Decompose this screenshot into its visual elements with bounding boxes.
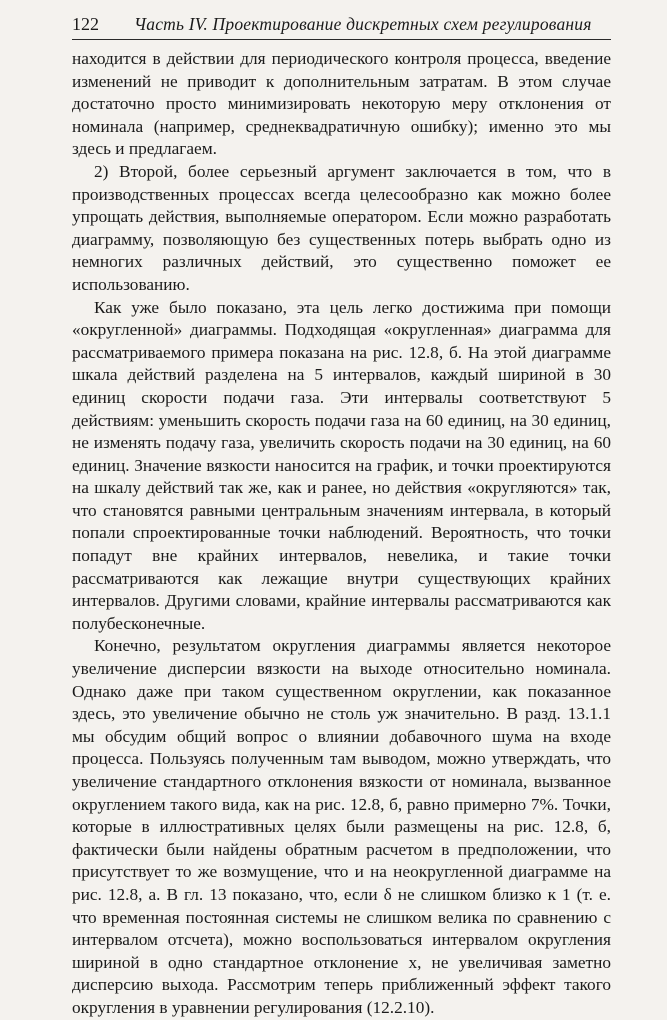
paragraph-rounded-chart: Как уже было показано, эта цель легко достижима при помощи «округленной» диаграммы. Подходящая «округленная» диаграмма для рассматриваемого примера показана на рис. 12.8, б. На этой диаграмме шкала действий разделена на 5 интервалов, каждый шириной в 30 единиц скорости подачи газа. Эти интервалы соответствуют 5 действиям: уменьшить скорость подачи газа на 60 единиц, на 30 единиц, не изменять подачу газа, увеличить скорость подачи на 30 единиц, на 60 единиц. Значение вязкости наносится на график, и точки проектируются на шкалу действий так же, как и ранее, но действия «округляются» так, что становятся равными центральным значениям интервала, в который попали спроектированные точки наблюдений. Вероятность, что точки попадут вне крайних интервалов, невелика, и такие точки рассматриваются как лежащие внутри существующих крайних интервалов. Другими словами, крайние интервалы рассматриваются как полубесконечные. — [72, 297, 611, 633]
paragraph-second-argument: 2) Второй, более серьезный аргумент заключается в том, что в производственных процессах всегда целесообразно как можно более упрощать действия, выполняемые оператором. Если можно разработать диаграмму, позволяющую без существенных потерь выбрать одно из немногих различных действий, это существенно поможет ее использованию. — [72, 161, 611, 294]
page-number: 122 — [72, 14, 99, 34]
paragraph-continuation: находится в действии для периодического контроля процесса, введение изменений не приводит к дополнительным затратам. В этом случае достаточно просто минимизировать некоторую меру отклонения от номинала (например, среднеквадратичную ошибку); именно это мы здесь и предлагаем. — [72, 49, 611, 159]
page-header — [72, 14, 611, 40]
body-text — [72, 48, 611, 1020]
running-title: Часть IV. Проектирование дискретных схем регулирования — [134, 14, 592, 34]
paragraph-rounding-effect: Конечно, результатом округления диаграммы является некоторое увеличение дисперсии вязкости на выходе относительно номинала. Однако даже при таком существенном округлении, как показанное здесь, это увеличение обычно не столь уж значительно. В разд. 13.1.1 мы обсудим общий вопрос о влиянии добавочного шума на входе процесса. Пользуясь полученным там выводом, можно утверждать, что увеличение стандартного отклонения вязкости от номинала, вызванное округлением такого вида, как на рис. 12.8, б, равно примерно 7%. Точки, которые в иллюстративных целях были размещены на рис. 12.8, б, фактически были найдены обратным расчетом в предположении, что присутствует то же возмущение, что и на неокругленной диаграмме на рис. 12.8, а. В гл. 13 показано, что, если δ не слишком близко к 1 (т. е. что временная постоянная системы не слишком велика по сравнению с интервалом отсчета), можно воспользоваться интервалом округления шириной в одно стандартное отклонение x, не увеличивая заметно дисперсию выхода. Рассмотрим теперь приближенный эффект такого округления в уравнении регулирования (12.2.10). — [72, 636, 611, 1017]
